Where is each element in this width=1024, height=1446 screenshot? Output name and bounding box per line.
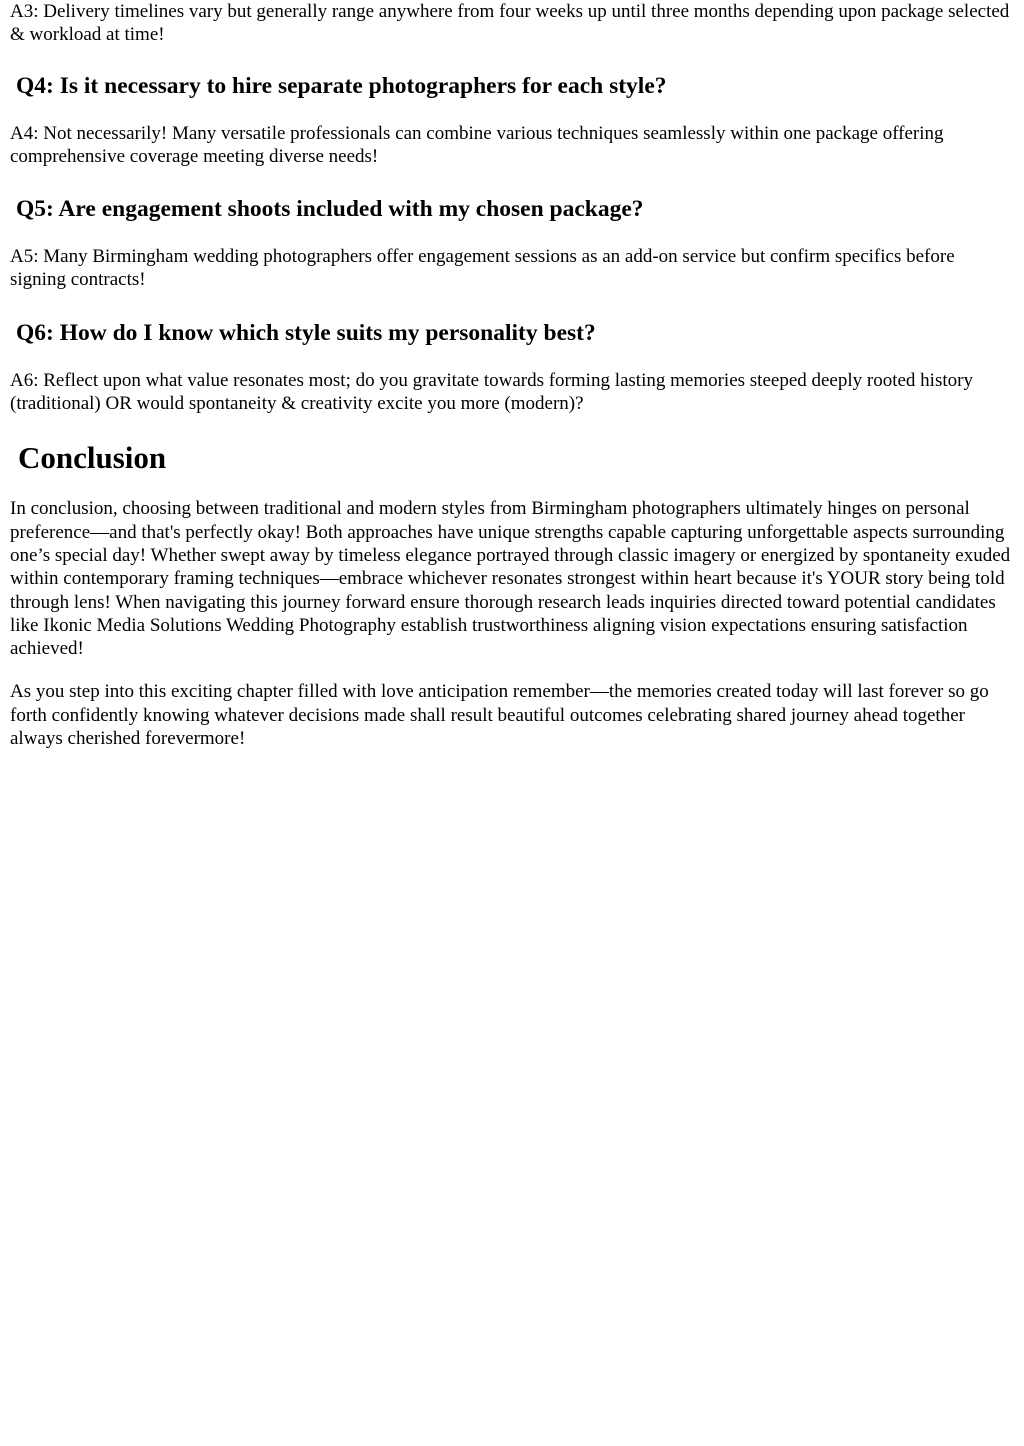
faq-question-5: Q5: Are engagement shoots included with my chosen package? <box>16 196 644 223</box>
faq-answer-3: A3: Delivery timelines vary but generally range anywhere from four weeks up until three months depending upon package selected & workload at time! <box>10 1 1010 46</box>
faq-answer-4: A4: Not necessarily! Many versatile professionals can combine various techniques seamlessly within one package offering comprehensive coverage meeting diverse needs! <box>10 122 944 167</box>
faq-answer-5: A5: Many Birmingham wedding photographers offer engagement sessions as an add-on service but confirm specifics before signing contracts! <box>10 246 955 291</box>
faq-question-6: Q6: How do I know which style suits my personality best? <box>16 319 596 346</box>
conclusion-heading: Conclusion <box>18 440 167 476</box>
faq-answer-6: A6: Reflect upon what value resonates most; do you gravitate towards forming lasting memories steeped deeply rooted history (traditional) OR would spontaneity & creativity excite you more (modern)? <box>10 369 973 415</box>
conclusion-paragraph-1: In conclusion, choosing between traditional and modern styles from Birmingham photographers ultimately hinges on personal preference—and that's perfectly okay! Both approaches have unique strengths capable capturing unforgettable aspects surrounding one’s special day! Whether swept away by timeless elegance portrayed through classic imagery or energized by spontaneity exuded within contemporary framing techniques—embrace whichever resonates strongest within heart because it's YOUR story being told through lens! When navigating this journey forward ensure thorough research leads inquiries directed toward potential candidates like Ikonic Media Solutions Wedding Photography establish trustworthiness aligning vision expectations ensuring satisfaction achieved! <box>10 498 1011 660</box>
faq-question-4: Q4: Is it necessary to hire separate photographers for each style? <box>16 72 667 99</box>
conclusion-paragraph-2: As you step into this exciting chapter filled with love anticipation remember—the memories created today will last forever so go forth confidently knowing whatever decisions made shall result beautiful outcomes celebrating shared journey ahead together always cherished forevermore! <box>10 681 989 750</box>
